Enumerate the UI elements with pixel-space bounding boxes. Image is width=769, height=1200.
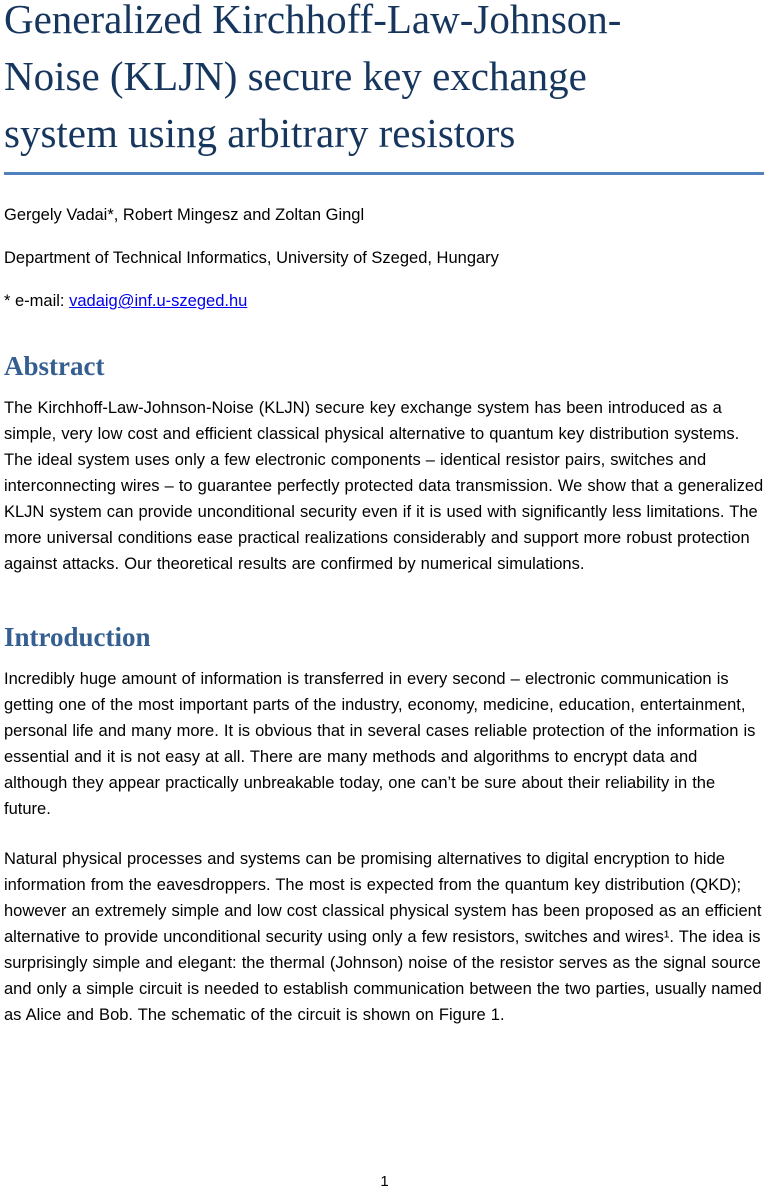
email-link[interactable]: vadaig@inf.u-szeged.hu: [69, 292, 248, 310]
paper-title: [4, 0, 764, 175]
paper-title-line-1: Generalized Kirchhoff-Law-Johnson-: [4, 0, 622, 42]
authors-line: Gergely Vadai*, Robert Mingesz and Zoltan Gingl: [4, 206, 365, 224]
email-label: * e-mail:: [4, 292, 70, 310]
affiliation-line: Department of Technical Informatics, University of Szeged, Hungary: [4, 249, 499, 267]
abstract-heading: Abstract: [4, 351, 105, 381]
intro-paragraph-1: Incredibly huge amount of information is transferred in every second – electronic communication is getting one of the most important parts of the industry, economy, medicine, education, entertainment, personal life and many more. It is obvious that in several cases reliable protection of the information is essential and it is not easy at all. There are many methods and algorithms to encrypt data and although they appear practically unbreakable today, one can’t be sure about their reliability in the future.: [4, 670, 756, 818]
abstract-text: The Kirchhoff-Law-Johnson-Noise (KLJN) secure key exchange system has been introduced as a simple, very low cost and efficient classical physical alternative to quantum key distribution systems. The ideal system uses only a few electronic components – identical resistor pairs, switches and interconnecting wires – to guarantee perfectly protected data transmission. We show that a generalized KLJN system can provide unconditional security even if it is used with significantly less limitations. The more universal conditions ease practical realizations considerably and support more robust protection against attacks. Our theoretical results are confirmed by numerical simulations.: [4, 399, 764, 573]
page-number: 1: [380, 1173, 389, 1190]
paper-title-line-2: Noise (KLJN) secure key exchange: [4, 53, 587, 99]
intro-paragraph-2: Natural physical processes and systems can be promising alternatives to digital encryption to hide information from the eavesdroppers. The most is expected from the quantum key distribution (QKD); however an extremely simple and low cost classical physical system has been proposed as an efficient alternative to provide unconditional security using only a few resistors, switches and wires¹. The idea is surprisingly simple and elegant: the thermal (Johnson) noise of the resistor serves as the signal source and only a simple circuit is needed to establish communication between the two parties, usually named as Alice and Bob. The schematic of the circuit is shown on Figure 1.: [4, 850, 762, 1024]
introduction-heading: Introduction: [4, 622, 151, 652]
paper-title-line-3: system using arbitrary resistors: [4, 110, 516, 156]
email-line: [4, 288, 764, 314]
